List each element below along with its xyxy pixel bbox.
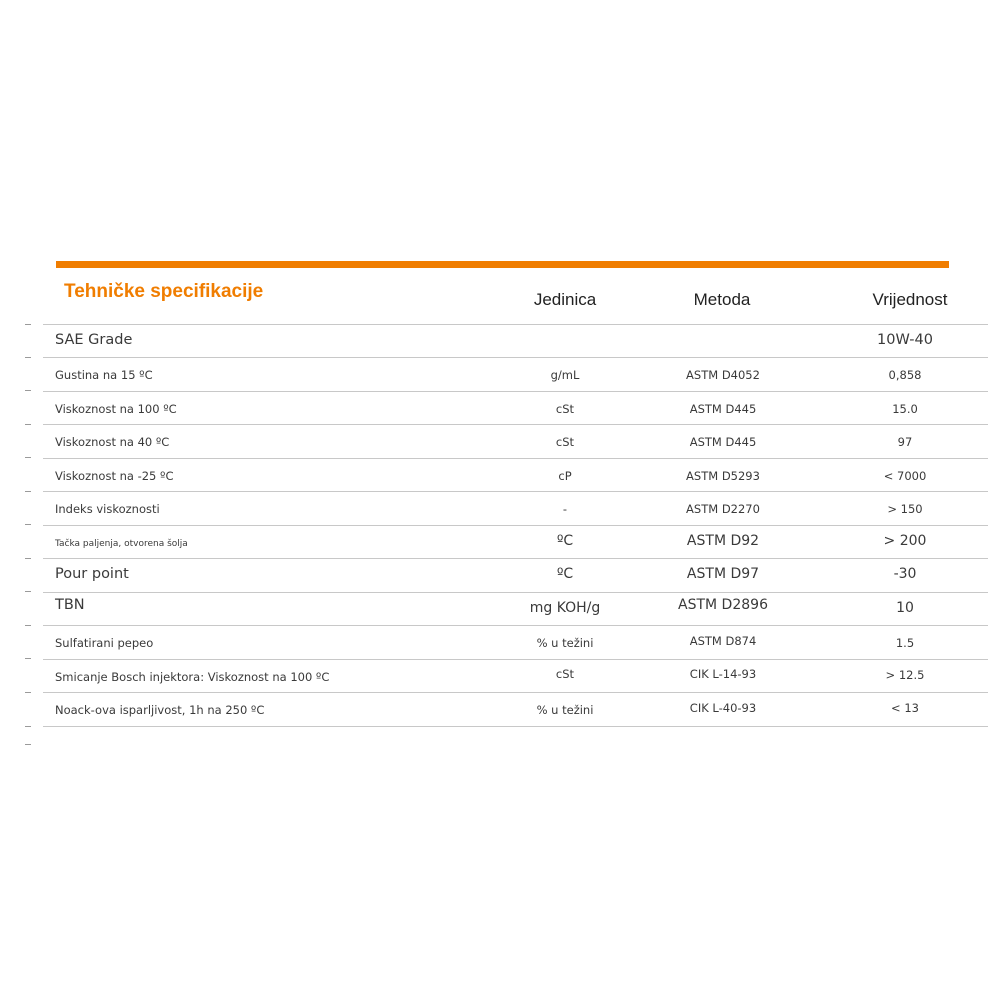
margin-tick bbox=[25, 744, 31, 745]
table-row bbox=[43, 392, 988, 425]
row-value: 10 bbox=[896, 600, 914, 616]
margin-tick bbox=[25, 726, 31, 727]
row-unit: g/mL bbox=[550, 368, 580, 382]
margin-tick bbox=[25, 491, 31, 492]
table-row bbox=[43, 593, 988, 626]
table-row bbox=[43, 459, 988, 492]
row-name: Viskoznost na 100 ºC bbox=[55, 402, 177, 416]
table-row bbox=[43, 425, 988, 459]
row-value: > 200 bbox=[883, 533, 927, 549]
row-method: CIK L-14-93 bbox=[689, 667, 757, 681]
table-row bbox=[43, 693, 988, 727]
row-unit: % u težini bbox=[536, 636, 594, 650]
row-unit: - bbox=[562, 502, 568, 516]
row-method: ASTM D445 bbox=[689, 402, 757, 416]
row-unit: cP bbox=[558, 469, 572, 483]
margin-tick bbox=[25, 524, 31, 525]
row-name: TBN bbox=[55, 597, 85, 613]
row-name: Pour point bbox=[55, 566, 129, 582]
row-method: CIK L-40-93 bbox=[689, 701, 757, 715]
row-method: ASTM D5293 bbox=[686, 469, 760, 483]
row-method: ASTM D445 bbox=[689, 435, 757, 449]
row-name: Sulfatirani pepeo bbox=[55, 636, 154, 650]
orange-header-bar bbox=[56, 261, 949, 268]
margin-tick bbox=[25, 457, 31, 458]
row-name: Viskoznost na 40 ºC bbox=[55, 435, 170, 449]
margin-tick bbox=[25, 591, 31, 592]
row-method: ASTM D97 bbox=[686, 566, 760, 582]
margin-tick bbox=[25, 558, 31, 559]
row-unit: ºC bbox=[556, 533, 574, 549]
row-name: Tačka paljenja, otvorena šolja bbox=[55, 539, 188, 549]
row-value: 15.0 bbox=[892, 402, 918, 416]
row-method: ASTM D4052 bbox=[686, 368, 760, 382]
row-value: 97 bbox=[897, 435, 913, 449]
row-value: > 150 bbox=[887, 502, 923, 516]
row-value: 1.5 bbox=[895, 636, 915, 650]
row-method: ASTM D2896 bbox=[678, 597, 768, 613]
margin-tick bbox=[25, 390, 31, 391]
row-method: ASTM D92 bbox=[686, 533, 760, 549]
row-value: < 7000 bbox=[883, 469, 927, 483]
table-row bbox=[43, 325, 988, 358]
column-header-method: Metoda bbox=[693, 290, 751, 309]
row-unit: ºC bbox=[556, 566, 574, 582]
column-header-value: Vrijednost bbox=[872, 290, 948, 309]
row-value: > 12.5 bbox=[885, 668, 925, 682]
row-method: ASTM D874 bbox=[689, 634, 757, 648]
table-row bbox=[43, 358, 988, 392]
margin-tick bbox=[25, 424, 31, 425]
table-row bbox=[43, 660, 988, 693]
row-method: ASTM D2270 bbox=[686, 502, 760, 516]
row-unit: % u težini bbox=[536, 703, 594, 717]
row-name: Viskoznost na -25 ºC bbox=[55, 469, 174, 483]
table-row bbox=[43, 559, 988, 593]
table-row bbox=[43, 626, 988, 660]
row-unit: cSt bbox=[555, 667, 575, 681]
row-value: 10W-40 bbox=[877, 332, 933, 348]
row-unit: mg KOH/g bbox=[529, 600, 601, 616]
margin-tick bbox=[25, 357, 31, 358]
column-header-unit: Jedinica bbox=[533, 290, 597, 309]
row-name: Noack-ova isparljivost, 1h na 250 ºC bbox=[55, 703, 265, 717]
table-row bbox=[43, 526, 988, 559]
section-title: Tehničke specifikacije bbox=[64, 281, 264, 302]
row-unit: cSt bbox=[555, 402, 575, 416]
margin-tick bbox=[25, 658, 31, 659]
margin-tick bbox=[25, 625, 31, 626]
row-name: Smicanje Bosch injektora: Viskoznost na 100 ºC bbox=[55, 670, 330, 684]
row-value: < 13 bbox=[891, 701, 919, 715]
specifications-table bbox=[43, 324, 988, 727]
row-name: Indeks viskoznosti bbox=[55, 502, 160, 516]
row-value: 0,858 bbox=[888, 368, 922, 382]
table-row bbox=[43, 492, 988, 526]
margin-tick bbox=[25, 692, 31, 693]
row-name: SAE Grade bbox=[55, 332, 133, 348]
row-name: Gustina na 15 ºC bbox=[55, 368, 153, 382]
margin-tick bbox=[25, 324, 31, 325]
row-value: -30 bbox=[893, 566, 917, 582]
row-unit: cSt bbox=[555, 435, 575, 449]
